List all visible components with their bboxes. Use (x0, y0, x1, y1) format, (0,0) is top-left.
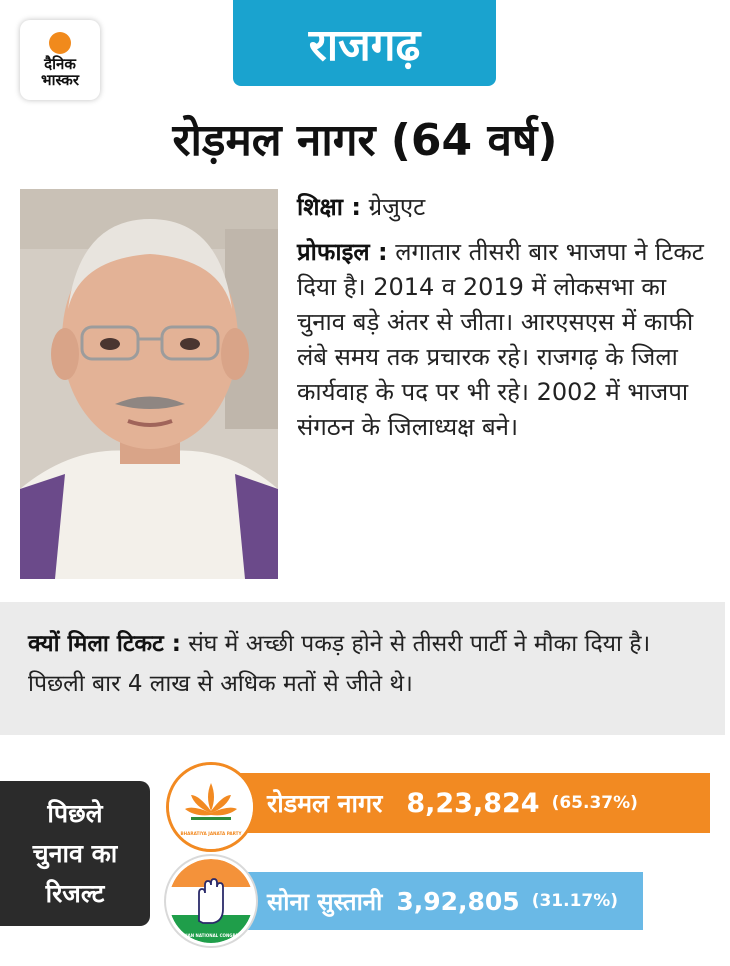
bjp-votes: 8,23,824 (406, 787, 540, 819)
previous-result-label (0, 781, 150, 926)
education-value: ग्रेजुएट (368, 193, 426, 221)
candidate-portrait-icon (20, 189, 278, 579)
profile-text: लगातार तीसरी बार भाजपा ने टिकट दिया है। 2014 व 2019 में लोकसभा का चुनाव बड़े अंतर से जीता। आरएसएस में काफी लंबे समय तक प्रचारक रहे। राजगढ़ के जिला कार्यवाह के पद पर भी रहे। 2002 में भाजपा संगठन के जिलाध्यक्ष बने। (297, 238, 704, 441)
profile-row (297, 235, 707, 445)
dainik-bhaskar-logo (20, 20, 100, 100)
reason-text: संघ में अच्छी पकड़ होने से तीसरी पार्टी ने मौका दिया है। पिछली बार 4 लाख से अधिक मतों से जीते थे। (28, 631, 651, 697)
education-label: शिक्षा : (297, 193, 361, 221)
reason-label: क्यों मिला टिकट : (28, 631, 181, 657)
ticket-reason-box (0, 602, 725, 735)
bjp-candidate-name: रोडमल नागर (267, 789, 383, 818)
hand-icon (169, 859, 253, 943)
inc-votes: 3,92,805 (396, 886, 520, 916)
lotus-icon (169, 765, 253, 849)
bjp-party-logo (166, 762, 256, 852)
result-label-line-1: पिछले (47, 798, 103, 828)
bjp-percent: (65.37%) (551, 793, 638, 813)
profile-label: प्रोफाइल : (297, 238, 388, 266)
logo-line-1: दैनिक (44, 55, 76, 73)
inc-party-logo (166, 856, 256, 946)
result-label-line-2: चुनाव का (32, 838, 118, 868)
sun-icon (49, 32, 71, 54)
inc-result-bar (205, 872, 643, 930)
bjp-logo-text: BHARATIYA JANATA PARTY (180, 831, 242, 836)
logo-line-2: भास्कर (41, 71, 79, 89)
inc-logo-text: INDIAN NATIONAL CONGRESS (178, 933, 244, 938)
result-label-line-3: रिजल्ट (45, 878, 105, 908)
candidate-info (297, 190, 707, 455)
inc-candidate-name: सोना सुस्तानी (267, 887, 383, 916)
education-row (297, 190, 707, 225)
candidate-photo (20, 189, 278, 579)
candidate-title: रोड़मल नागर (64 वर्ष) (172, 115, 558, 166)
constituency-banner: राजगढ़ (233, 0, 496, 86)
bjp-result-bar (205, 773, 710, 833)
inc-percent: (31.17%) (531, 891, 619, 911)
